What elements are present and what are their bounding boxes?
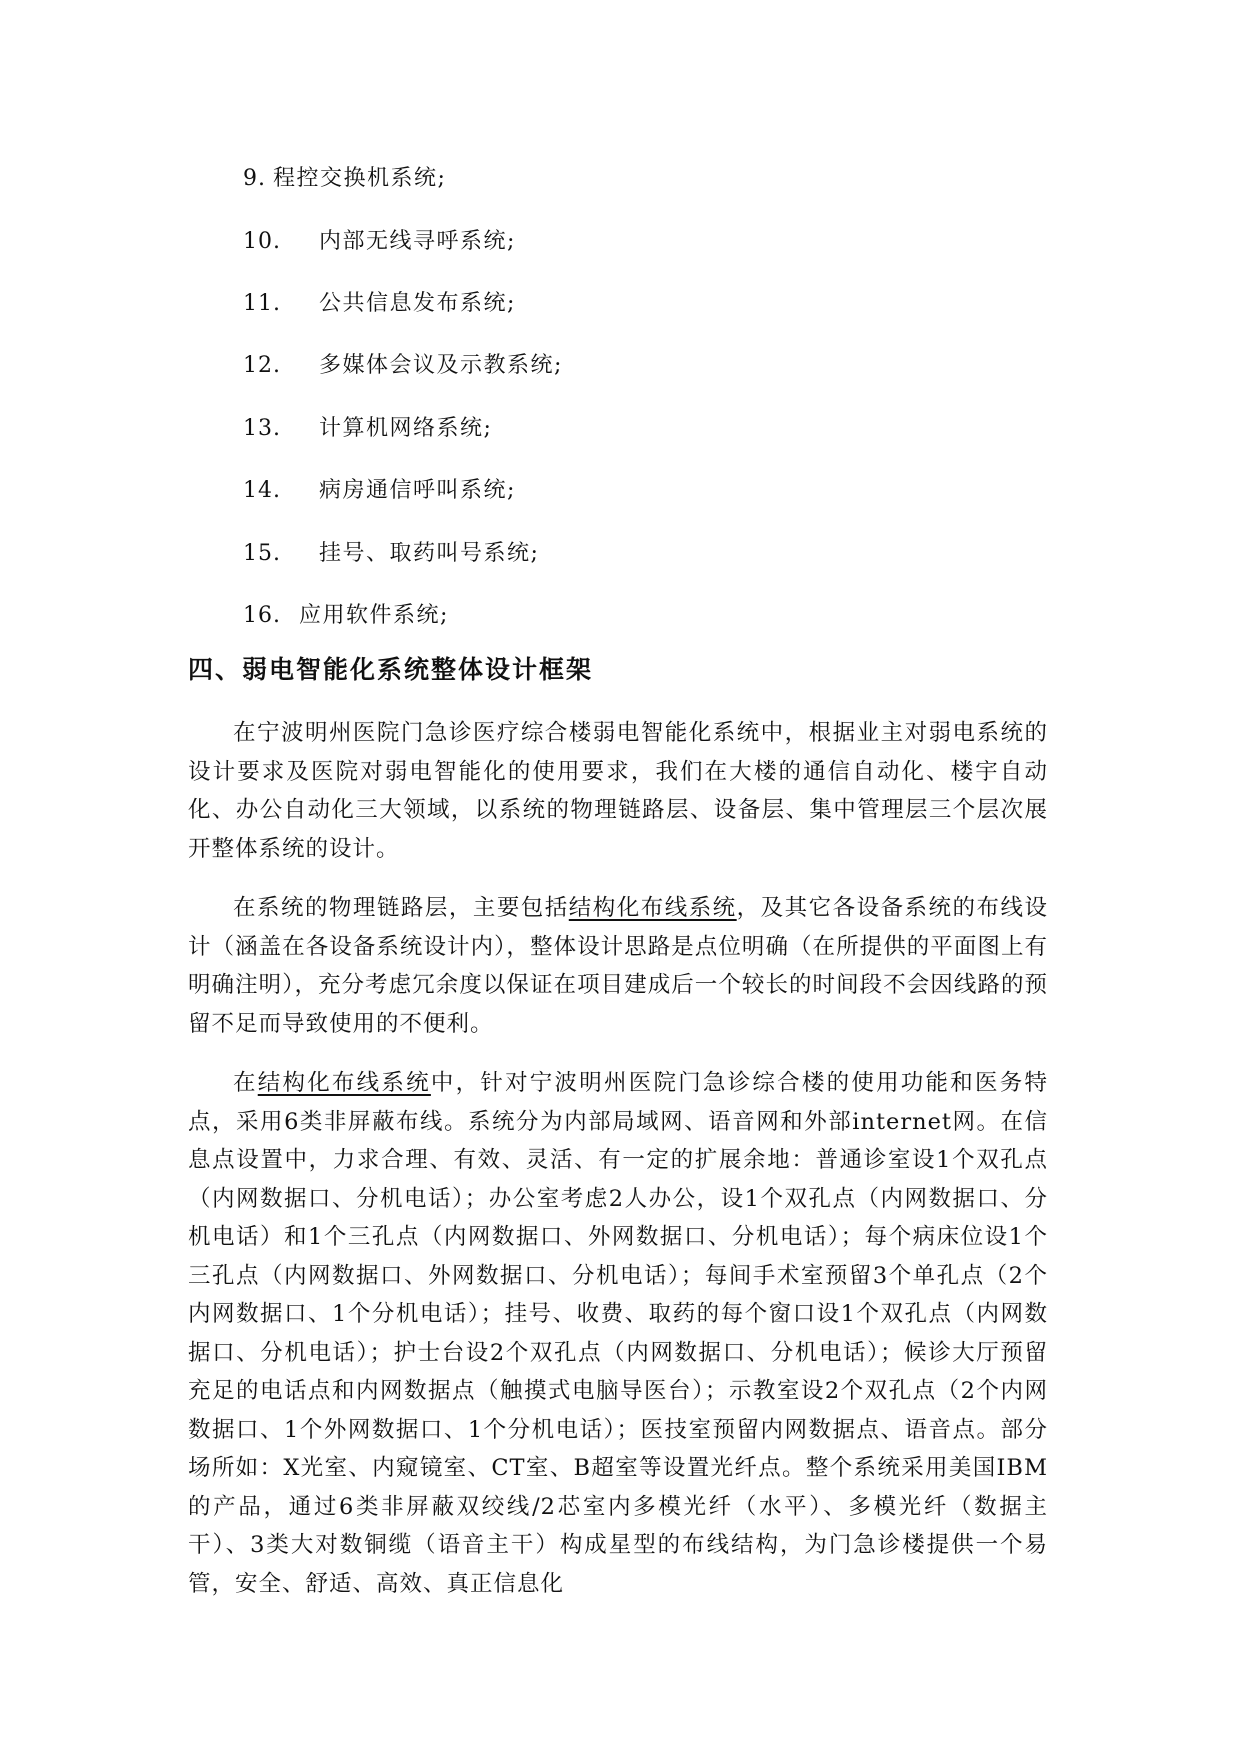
list-number: 11. (243, 290, 281, 316)
paragraph-cabling-system (188, 1064, 1048, 1603)
structured-cabling-link[interactable]: 结构化布线系统 (257, 1070, 431, 1096)
list-item (243, 585, 563, 647)
list-text: 多媒体会议及示教系统; (319, 353, 563, 379)
list-number: 9. (243, 166, 266, 192)
list-item (243, 210, 563, 272)
list-number: 14. (243, 478, 281, 504)
paragraph-text: ，及其它各设备系统的布线设计（涵盖在各设备系统设计内），整体设计思路是点位明确（在所提供的平面图上有明确注明），充分考虑冗余度以保证在项目建成后一个较长的时间段不会因线路的预留不足而导致使用的不便利。 (188, 895, 1048, 1037)
list-text: 挂号、取药叫号系统; (319, 540, 540, 566)
paragraph-overview: 在宁波明州医院门急诊医疗综合楼弱电智能化系统中，根据业主对弱电系统的设计要求及医院对弱电智能化的使用要求，我们在大楼的通信自动化、楼宇自动化、办公自动化三大领域，以系统的物理链路层、设备层、集中管理层三个层次展开整体系统的设计。 (188, 720, 1048, 862)
list-text: 病房通信呼叫系统; (319, 478, 516, 504)
section-heading: 四、弱电智能化系统整体设计框架 (188, 655, 594, 684)
list-item (243, 273, 563, 335)
list-text: 程控交换机系统; (273, 166, 447, 192)
list-text: 计算机网络系统; (319, 415, 493, 441)
system-list (243, 148, 563, 647)
list-item (243, 522, 563, 584)
list-item (243, 148, 563, 210)
list-text: 内部无线寻呼系统; (319, 228, 516, 254)
paragraph-text: 在系统的物理链路层，主要包括 (233, 895, 569, 921)
structured-cabling-link[interactable]: 结构化布线系统 (568, 895, 737, 921)
list-number: 13. (243, 415, 281, 441)
list-number: 16. (243, 602, 281, 628)
paragraph-text: 中，针对宁波明州医院门急诊综合楼的使用功能和医务特点，采用6类非屏蔽布线。系统分为内部局域网、语音网和外部internet网。在信息点设置中，力求合理、有效、灵活、有一定的扩展余地：普通诊室设1个双孔点（内网数据口、分机电话）；办公室考虑2人办公，设1个双孔点（内网数据口、分机电话）和1个三孔点（内网数据口、外网数据口、分机电话）；每个病床位设1个三孔点（内网数据口、外网数据口、分机电话）；每间手术室预留3个单孔点（2个内网数据口、1个分机电话）；挂号、收费、取药的每个窗口设1个双孔点（内网数据口、分机电话）；护士台设2个双孔点（内网数据口、分机电话）；候诊大厅预留充足的电话点和内网数据点（触摸式电脑导医台）；示教室设2个双孔点（2个内网数据口、1个外网数据口、1个分机电话）；医技室预留内网数据点、语音点。部分场所如：X光室、内窥镜室、CT室、B超室等设置光纤点。整个系统采用美国IBM的产品，通过6类非屏蔽双绞线/2芯室内多模光纤（水平）、多模光纤（数据主干）、3类大对数铜缆（语音主干）构成星型的布线结构，为门急诊楼提供一个易管，安全、舒适、高效、真正信息化 (188, 1070, 1048, 1597)
list-number: 15. (243, 540, 281, 566)
list-text: 应用软件系统; (299, 602, 449, 628)
list-item (243, 460, 563, 522)
list-number: 10. (243, 228, 281, 254)
list-item (243, 398, 563, 460)
paragraph-physical-layer (188, 889, 1048, 1043)
list-item (243, 335, 563, 397)
list-number: 12. (243, 353, 281, 379)
paragraph-text: 在 (233, 1070, 258, 1096)
list-text: 公共信息发布系统; (319, 290, 516, 316)
